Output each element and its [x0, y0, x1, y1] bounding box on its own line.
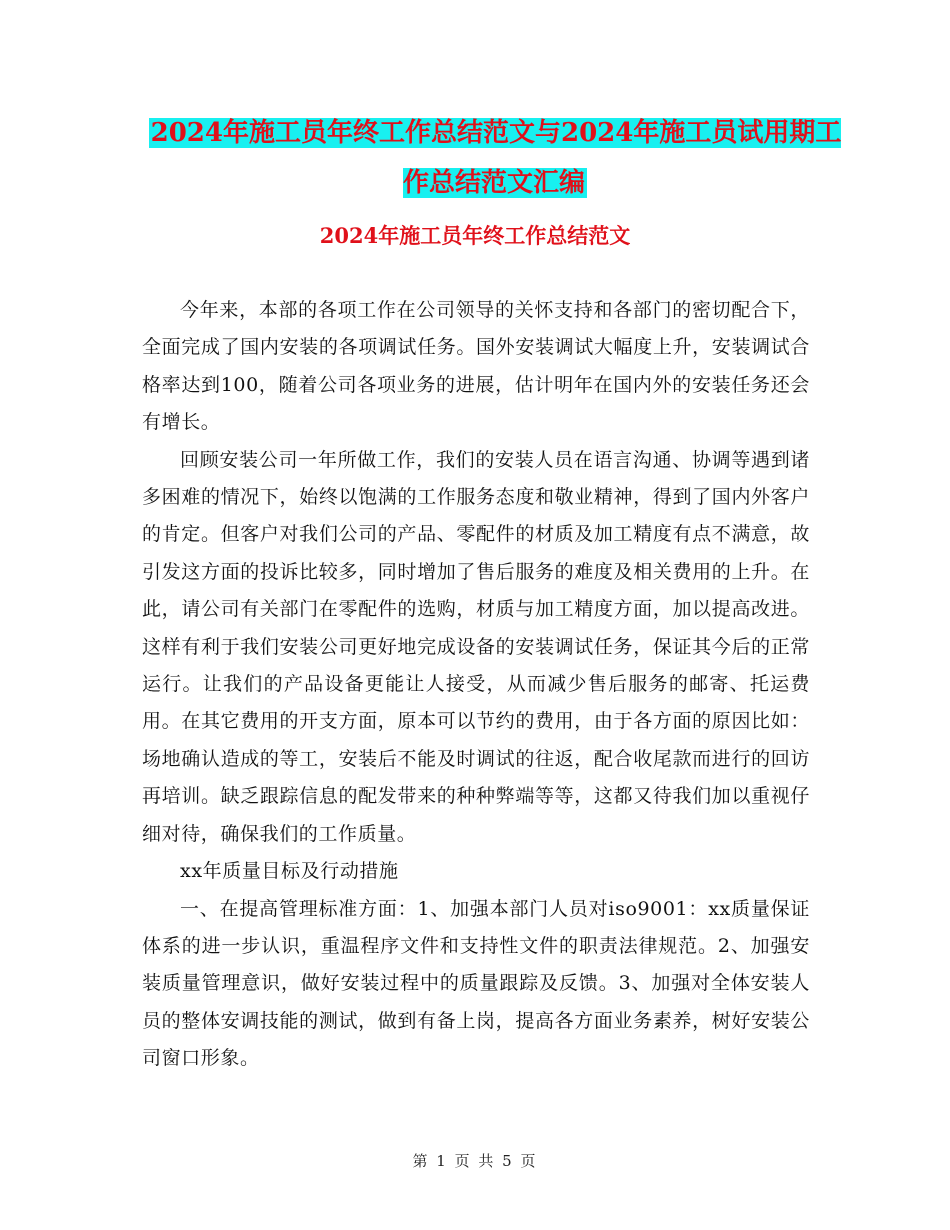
document-body — [142, 292, 810, 1078]
paragraph-2: 回顾安装公司一年所做工作，我们的安装人员在语言沟通、协调等遇到诸多困难的情况下，始终以饱满的工作服务态度和敬业精神，得到了国内外客户的肯定。但客户对我们公司的产品、零配件的材质及加工精度有点不满意，故引发这方面的投诉比较多，同时增加了售后服务的难度及相关费用的上升。在此，请公司有关部门在零配件的选购，材质与加工精度方面，加以提高改进。这样有利于我们安装公司更好地完成设备的安装调试任务，保证其今后的正常运行。让我们的产品设备更能让人接受，从而减少售后服务的邮寄、托运费用。在其它费用的开支方面，原本可以节约的费用，由于各方面的原因比如：场地确认造成的等工，安装后不能及时调试的往返，配合收尾款而进行的回访再培训。缺乏跟踪信息的配发带来的种种弊端等等，这都又待我们加以重视仔细对待，确保我们的工作质量。 — [142, 448, 810, 845]
document-title-text: 2024年施工员年终工作总结范文与2024年施工员试用期工作总结范文汇编 — [150, 118, 842, 198]
paragraph-3: xx年质量目标及行动措施 — [180, 860, 399, 883]
page-footer: 第 1 页 共 5 页 — [412, 1152, 538, 1170]
paragraph-1: 今年来，本部的各项工作在公司领导的关怀支持和各部门的密切配合下，全面完成了国内安装的各项调试任务。国外安装调试大幅度上升，安装调试合格率达到100，随着公司各项业务的进展，估计明年在国内外的安装任务还会有增长。 — [142, 299, 810, 434]
document-title — [140, 108, 850, 208]
section-title: 2024年施工员年终工作总结范文 — [319, 223, 631, 248]
paragraph-4: 一、在提高管理标准方面：1、加强本部门人员对iso9001：xx质量保证体系的进一步认识，重温程序文件和支持性文件的职责法律规范。2、加强安装质量管理意识，做好安装过程中的质量跟踪及反馈。3、加强对全体安装人员的整体安调技能的测试，做到有备上岗，提高各方面业务素养，树好安装公司窗口形象。 — [142, 897, 810, 1070]
